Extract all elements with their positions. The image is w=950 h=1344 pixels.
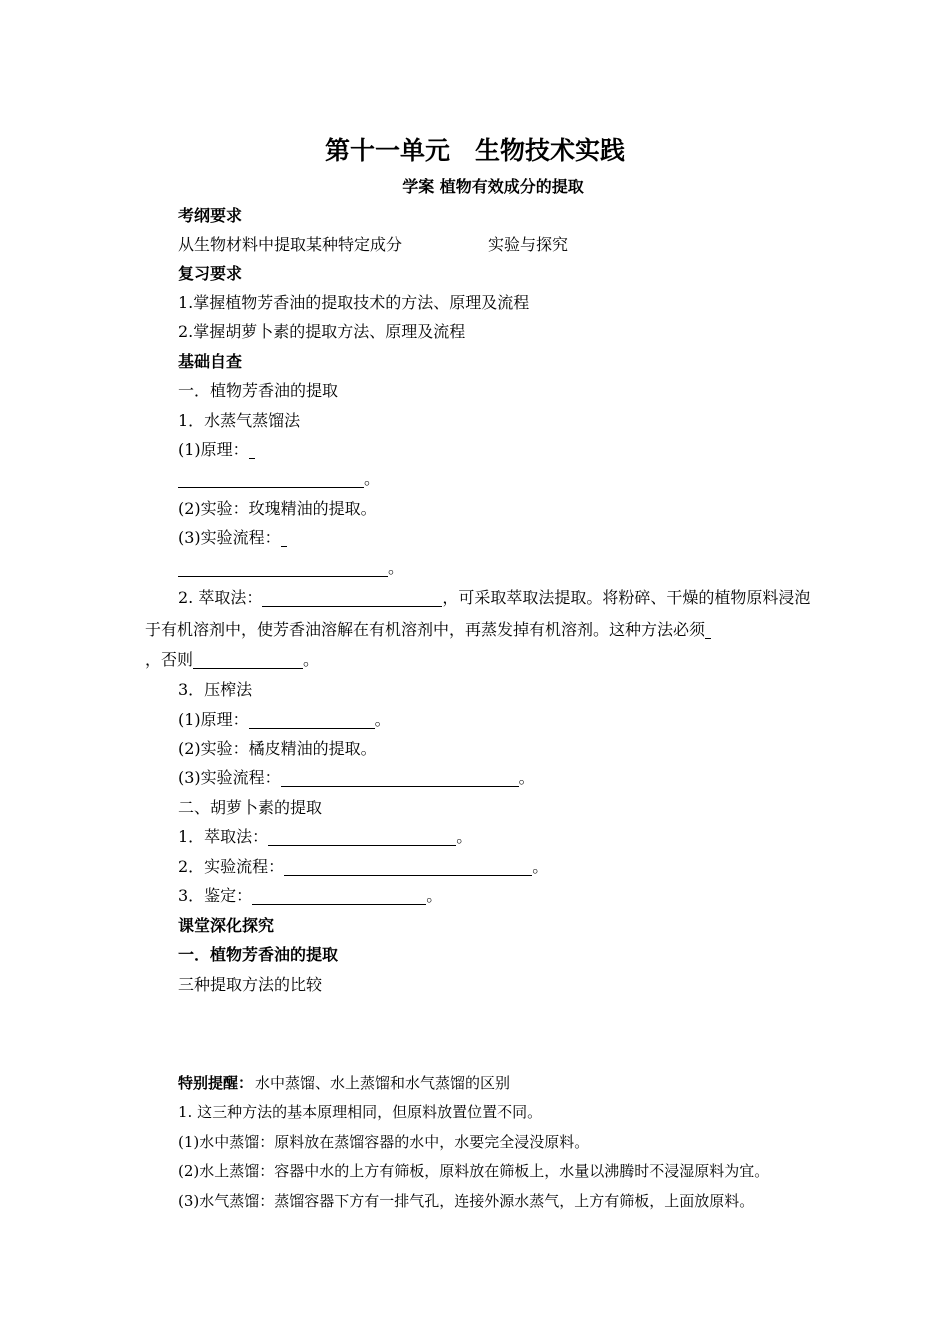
blank-line[interactable] bbox=[284, 859, 532, 876]
blank-line[interactable] bbox=[281, 530, 287, 547]
outline-item-level: 实验与探究 bbox=[488, 235, 569, 254]
blank-line[interactable] bbox=[249, 442, 255, 459]
outline-item-text: 从生物材料中提取某种特定成分 bbox=[178, 235, 403, 254]
review-item-2: 2.掌握胡萝卜素的提取方法、原理及流程 bbox=[178, 322, 466, 341]
blank-line[interactable] bbox=[252, 888, 426, 905]
note-item-2: (1)水中蒸馏：原料放在蒸馏容器的水中，水要完全浸没原料。 bbox=[178, 1133, 590, 1151]
carotene-identify: 3．鉴定： 。 bbox=[178, 886, 443, 905]
blank-line[interactable] bbox=[249, 712, 375, 729]
explore-heading: 课堂深化探究 bbox=[178, 916, 275, 935]
pressing-flow: (3)实验流程： 。 bbox=[178, 768, 535, 787]
carotene-extraction: 1．萃取法： 。 bbox=[178, 827, 473, 846]
outline-heading: 考纲要求 bbox=[178, 206, 243, 225]
basic-heading: 基础自查 bbox=[178, 352, 243, 371]
pressing-title: 3．压榨法 bbox=[178, 680, 253, 699]
extraction-para-line3: ，否则 。 bbox=[145, 650, 320, 669]
review-item-1: 1.掌握植物芳香油的提取技术的方法、原理及流程 bbox=[178, 293, 530, 312]
blank-line[interactable] bbox=[268, 829, 456, 846]
carotene-title: 二、胡萝卜素的提取 bbox=[178, 798, 323, 817]
extraction-para-line1: 2. 萃取法： ，可采取萃取法提取。将粉碎、干燥的植物原料浸泡 bbox=[178, 588, 811, 607]
blank-line[interactable] bbox=[262, 590, 442, 607]
blank-line[interactable] bbox=[281, 770, 519, 787]
basic-part1-title: 一．植物芳香油的提取 bbox=[178, 381, 339, 400]
note-title: 水中蒸馏、水上蒸馏和水气蒸馏的区别 bbox=[255, 1074, 511, 1092]
note-item-3: (2)水上蒸馏：容器中水的上方有筛板，原料放在筛板上，水量以沸腾时不浸湿原料为宜。 bbox=[178, 1162, 770, 1180]
steam-distillation-title: 1．水蒸气蒸馏法 bbox=[178, 411, 301, 430]
blank-line[interactable] bbox=[705, 622, 711, 639]
page-title: 第十一单元 生物技术实践 bbox=[324, 136, 625, 165]
review-heading: 复习要求 bbox=[178, 264, 243, 283]
steam-principle-label: (1)原理： bbox=[178, 440, 255, 460]
steam-experiment: (2)实验：玫瑰精油的提取。 bbox=[178, 499, 377, 518]
steam-principle-line: 。 bbox=[178, 469, 380, 489]
extraction-para-line2: 于有机溶剂中，使芳香油溶解在有机溶剂中，再蒸发掉有机溶剂。这种方法必须 bbox=[145, 620, 711, 640]
page-subtitle: 学案 植物有效成分的提取 bbox=[402, 177, 584, 196]
note-label: 特别提醒： bbox=[178, 1074, 254, 1092]
steam-flow-line: 。 bbox=[178, 558, 404, 578]
note-item-4: (3)水气蒸馏：蒸馏容器下方有一排气孔，连接外源水蒸气，上方有筛板，上面放原料。 bbox=[178, 1192, 755, 1210]
note-heading bbox=[178, 1073, 510, 1093]
carotene-flow: 2．实验流程： 。 bbox=[178, 857, 549, 876]
blank-line[interactable] bbox=[178, 471, 364, 488]
pressing-experiment: (2)实验：橘皮精油的提取。 bbox=[178, 739, 377, 758]
explore-part1-title: 一．植物芳香油的提取 bbox=[178, 945, 339, 964]
outline-item bbox=[178, 235, 568, 255]
blank-line[interactable] bbox=[178, 560, 388, 577]
steam-flow-label: (3)实验流程： bbox=[178, 528, 287, 548]
pressing-principle: (1)原理： 。 bbox=[178, 710, 391, 729]
blank-line[interactable] bbox=[193, 652, 303, 669]
note-item-1: 1. 这三种方法的基本原理相同，但原料放置位置不同。 bbox=[178, 1103, 543, 1121]
compare-title: 三种提取方法的比较 bbox=[178, 975, 323, 994]
